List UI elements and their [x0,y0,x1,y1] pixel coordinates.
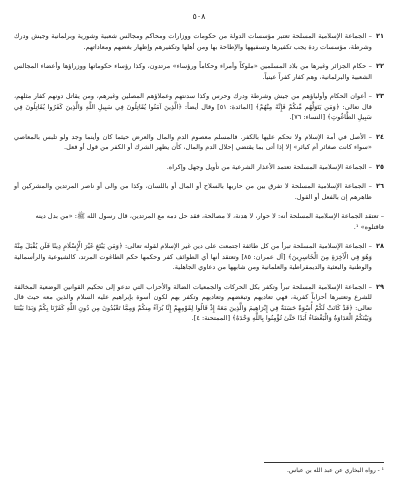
list-item [14,241,384,273]
list-item [14,181,384,202]
item-number: ٢١ [375,32,384,40]
item-number: ٢٩ [375,282,384,291]
item-number: ٢٢ [375,62,384,70]
footnote-divider [264,462,384,463]
item-number: ٢٦ [375,182,384,190]
list-item [14,61,384,82]
item-text: – الجماعة الإسلامية المسلحة تعتمد الأعذار الشرعية من تأويل وجهل وإكراه. [166,162,372,171]
item-number: ٢٨ [375,242,384,250]
item-text: – أعوان الحكام وأولياؤهم من جيش وشرطة ودرك وحرس وكذا سدنتهم وعملاؤهم المصلين وغيرهم، ومن يقاتل دونهم كفار مثلهم، قال تعالى: ﴿وَمَن يَتَوَلَّهُم مِّنكُمْ فَإِنَّهُ مِنْهُمْ﴾ [المائدة: ٥١] وقال أيضاً: ﴿الَّذِينَ آمَنُوا يُقَاتِلُونَ فِي سَبِيلِ اللَّهِ وَالَّذِينَ كَفَرُوا يُقَاتِلُونَ فِي سَبِيلِ الطَّاغُوتِ﴾ [النساء: ٧٦]. [14,92,372,121]
list-item [14,282,384,324]
footnote: ¹ - رواه البخاري عن عبد الله بن عباس. [287,467,384,474]
item-number: ٢٤ [375,132,384,141]
list-item [14,132,384,153]
item-text: – حكام الجزائر وغيرها من بلاد المسلمين «ملوكاً وأمراء وحكاماً ورؤساء» مرتدون، وكذا رؤساء حكوماتها ووزراؤها وأعضاء المجالس الشعبية والبرلمانية، وهم كفار كفراً عينياً. [14,62,372,81]
quote-line: – تعتقد الجماعة الإسلامية المسلحة أنه: لا حوار، لا هدنة، لا مصالحة، فقد حل دمه مع المرتدين، قال رسول الله ﷺ: «من بدل دينه فاقتلوه» ¹. [35,212,384,231]
list-item [14,31,384,52]
item-text: – الجماعة الإسلامية المسلحة لا تفرق بين من حاربها بالسلاح أو المال أو باللسان، وكذا من والى أو ناصر المرتدين والمشركين أو ظاهرهم إن بالفعل أو القول. [14,182,372,201]
list-item [14,162,384,173]
item-text: – الأصل في أمة الإسلام ولا نحكم عليها بالكفر. فالمسلم معصوم الدم والمال والعرض حيثما كان وأينما وجد ولو تلبس بالمعاصي «سواء كانت صغائر أم كبائر» إلا إذا أتى بما يقتضي إحلال الدم والمال، كأن يظهر الشرك أو الكفر من قول أو فعل. [14,132,372,151]
item-number: ٢٥ [375,162,384,171]
item-text: – الجماعة الإسلامية المسلحة تبرأ من كل طائفة اجتمعت على دين غير الإسلام لقوله تعالى: ﴿وَمَن يَبْتَغِ غَيْرَ الْإِسْلَامِ دِينًا فَلَن يُقْبَلَ مِنْهُ وَهُوَ فِي الْآخِرَةِ مِنَ الْخَاسِرِينَ﴾ [آل عمران: ٨٥] وتعتقد أنها أي الطوائف كفر وحكمها حكم الطاغوت المرتد، كالشيوعية والرأسمالية والوطنية والبعثية والديمقراطية والعلمانية ومن شابهها من دعاوي الجاهلية. [14,242,372,271]
item-number: ٢٣ [375,92,384,100]
item-text: – الجماعة الإسلامية المسلحة تبرأ وتكفر بكل الحركات والجمعيات الضالة والأحزاب التي تدعو إلى تحكيم القوانين الوضعية المخالفة للشرع وتعتبرها أحزاباً كفرية، فهي تعاديهم وتبغضهم وتعاديهم وتكفر بهم لكون أسوة بإبراهيم عليه السلام والذين معه حيث قال تعالى: ﴿قَدْ كَانَتْ لَكُمْ أُسْوَةٌ حَسَنَةٌ فِي إِبْرَاهِيمَ وَالَّذِينَ مَعَهُ إِذْ قَالُوا لِقَوْمِهِمْ إِنَّا بُرَآءُ مِنكُمْ وَمِمَّا تَعْبُدُونَ مِن دُونِ اللَّهِ كَفَرْنَا بِكُمْ وَبَدَا بَيْنَنَا وَبَيْنَكُمُ الْعَدَاوَةُ وَالْبَغْضَاءُ أَبَدًا حَتَّىٰ تُؤْمِنُوا بِاللَّهِ وَحْدَهُ﴾ [الممتحنة: ٤]. [14,282,372,322]
list-item [14,91,384,123]
item-text: – الجماعة الإسلامية المسلحة تعتبر مؤسسات الدولة من حكومات ووزارات ومحاكم ومجالس شعبية وشورية وبرلمانية وجيش ودرك وشرطة، مؤسسات ردة يجب تكفيرها وتسفيهها والإطاحة بها ومن أهلها وتكفيرهم وإظهار بغضهم ومعاداتهم. [14,32,372,51]
page-number: ٥٠٨ [192,12,206,21]
